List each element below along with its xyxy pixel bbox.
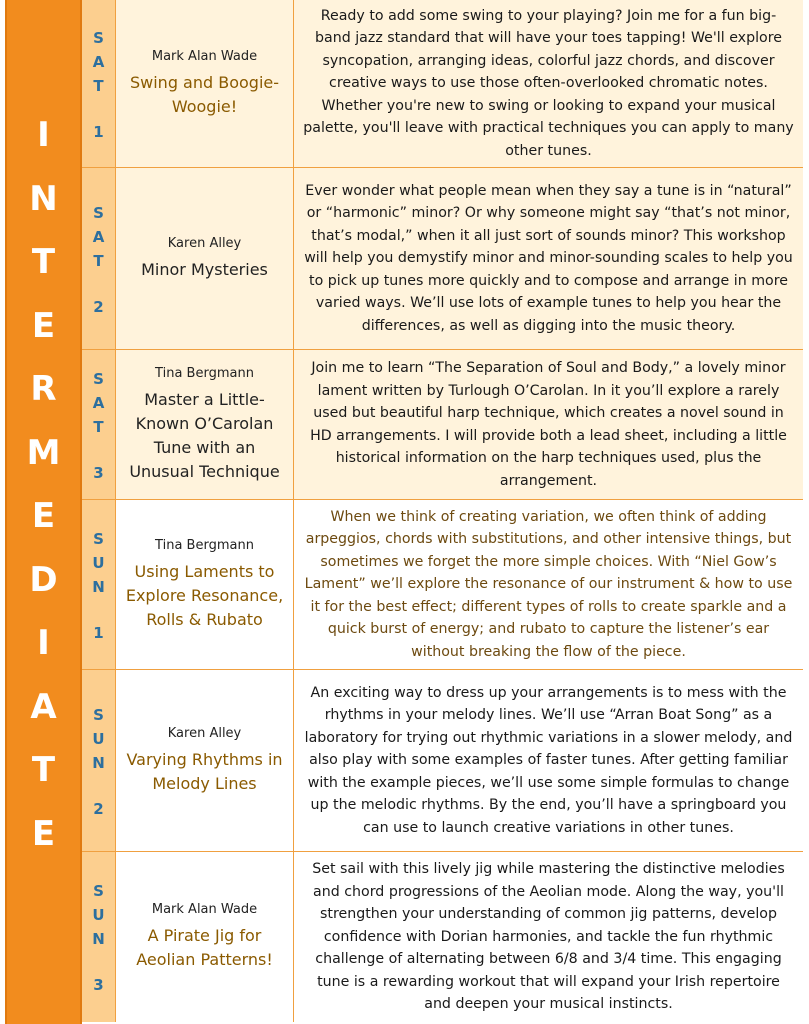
presenter-name: Mark Alan Wade <box>151 902 258 917</box>
presenter-name: Karen Alley <box>167 725 242 741</box>
day-letter: S <box>93 529 104 548</box>
session-day-cell <box>82 670 116 852</box>
level-letter: T <box>31 750 56 790</box>
workshop-title: Using Laments to Explore Resonance, Rolls & Rubato <box>125 561 284 629</box>
day-letter: U <box>92 906 105 924</box>
level-letter: E <box>31 496 56 536</box>
day-letter: A <box>92 227 105 246</box>
session-info-cell <box>116 500 294 670</box>
level-letter: A <box>30 686 57 727</box>
session-info-cell <box>116 168 294 350</box>
session-day-cell <box>82 168 116 350</box>
workshop-description: An exciting way to dress up your arrangements is to mess with the rhythms in your melody lines. We’ll use “Arran Boat Song” as a laboratory for trying out rhythmic variations in a slower melody, and also play with some examples of faster tunes. After getting familiar with the example pieces, we’ll use some simple formulas to change up the melodic rhythms. By the end, you’ll have a springboard you can use to launch creative variations in other tunes. <box>294 670 803 852</box>
level-letter: I <box>37 115 50 155</box>
day-letter: A <box>92 52 105 71</box>
session-info-cell <box>116 350 294 500</box>
workshop-description: Set sail with this lively jig while mastering the distinctive melodies and chord progressions of the Aeolian mode. Along the way, you'll strengthen your understanding of common jig patterns, develop confidence with Dorian harmonies, and tackle the fun rhythmic challenge of alternating between 6/8 and 3/4 time. This engaging tune is a rewarding workout that will expand your Irish repertoire and deepen your musical instincts. <box>294 852 803 1022</box>
workshop-title: Swing and Boogie-Woogie! <box>129 72 280 116</box>
session-info-cell <box>116 0 294 168</box>
workshop-description: Join me to learn “The Separation of Soul and Body,” a lovely minor lament written by Turlough O’Carolan. In it you’ll explore a rarely used but beautiful harp technique, which creates a novel sound in HD arrangements. I will provide both a lead sheet, including a little historical information on the harp techniques used, plus the arrangement. <box>294 350 803 500</box>
workshop-title: Minor Mysteries <box>141 259 268 279</box>
day-letter: S <box>93 705 104 724</box>
presenter-name: Tina Bergmann <box>155 365 254 381</box>
day-letter: N <box>92 753 105 772</box>
level-letter: M <box>26 432 61 473</box>
workshop-description: Ever wonder what people mean when they say a tune is in “natural” or “harmonic” minor? Or why someone might say “that’s not minor, that’s modal,” when it all just sort of sounds minor? This workshop will help you demystify minor and minor-sounding scales to help you to pick up tunes more quickly and to compose and arrange in more varied ways. We’ll use lots of example tunes to help you hear the differences, as well as digging into the music theory. <box>294 168 803 350</box>
presenter-name: Mark Alan Wade <box>151 48 258 64</box>
level-letter: T <box>31 242 56 282</box>
session-day-cell <box>82 852 116 1022</box>
level-letter: R <box>30 369 57 409</box>
session-number: 3 <box>93 463 104 482</box>
workshop-title: Master a Little-Known O’Carolan Tune with an Unusual Technique <box>129 389 280 481</box>
day-letter: T <box>93 251 104 270</box>
session-info-cell <box>116 670 294 852</box>
day-letter: A <box>92 393 105 412</box>
session-day-cell <box>82 500 116 670</box>
day-letter: U <box>92 729 105 748</box>
session-number: 2 <box>93 799 104 818</box>
day-letter: S <box>93 203 104 222</box>
level-letter: I <box>37 623 50 663</box>
day-letter: U <box>92 553 105 572</box>
day-letter: T <box>93 417 104 436</box>
day-letter: S <box>93 369 104 388</box>
session-day-cell <box>82 0 116 168</box>
workshop-description: When we think of creating variation, we often think of adding arpeggios, chords with substitutions, and other intensive things, but sometimes we forget the more simple choices. With “Niel Gow’s Lament” we’ll explore the resonance of our instrument & how to use it for the best effect; different types of rolls to create sparkle and a quick burst of energy; and rubato to capture the listener’s ear without breaking the flow of the piece. <box>294 500 803 670</box>
workshop-schedule-table <box>82 0 803 1022</box>
workshop-description: Ready to add some swing to your playing? Join me for a fun big-band jazz standard that will have your toes tapping! We'll explore syncopation, arranging ideas, colorful jazz chords, and discover creative ways to use those often-overlooked chromatic notes. Whether you're new to swing or looking to expand your musical palette, you'll leave with practical techniques you can apply to many other tunes. <box>294 0 803 168</box>
day-letter: S <box>93 882 104 900</box>
session-number: 2 <box>93 297 104 316</box>
workshop-title: A Pirate Jig for Aeolian Patterns! <box>136 926 273 969</box>
presenter-name: Tina Bergmann <box>155 537 254 553</box>
session-info-cell <box>116 852 294 1022</box>
session-number: 1 <box>93 623 104 642</box>
presenter-name: Karen Alley <box>167 235 242 251</box>
day-letter: N <box>92 930 105 948</box>
level-label <box>5 115 82 880</box>
level-letter: E <box>31 305 56 346</box>
day-letter: N <box>92 577 105 596</box>
level-letter: D <box>29 559 58 600</box>
session-number: 3 <box>93 976 104 994</box>
session-number: 1 <box>93 122 104 141</box>
workshop-title: Varying Rhythms in Melody Lines <box>126 749 283 793</box>
day-letter: S <box>93 28 104 47</box>
day-letter: T <box>93 76 104 95</box>
level-letter: N <box>29 178 58 219</box>
session-day-cell <box>82 350 116 500</box>
level-letter: E <box>31 813 56 854</box>
